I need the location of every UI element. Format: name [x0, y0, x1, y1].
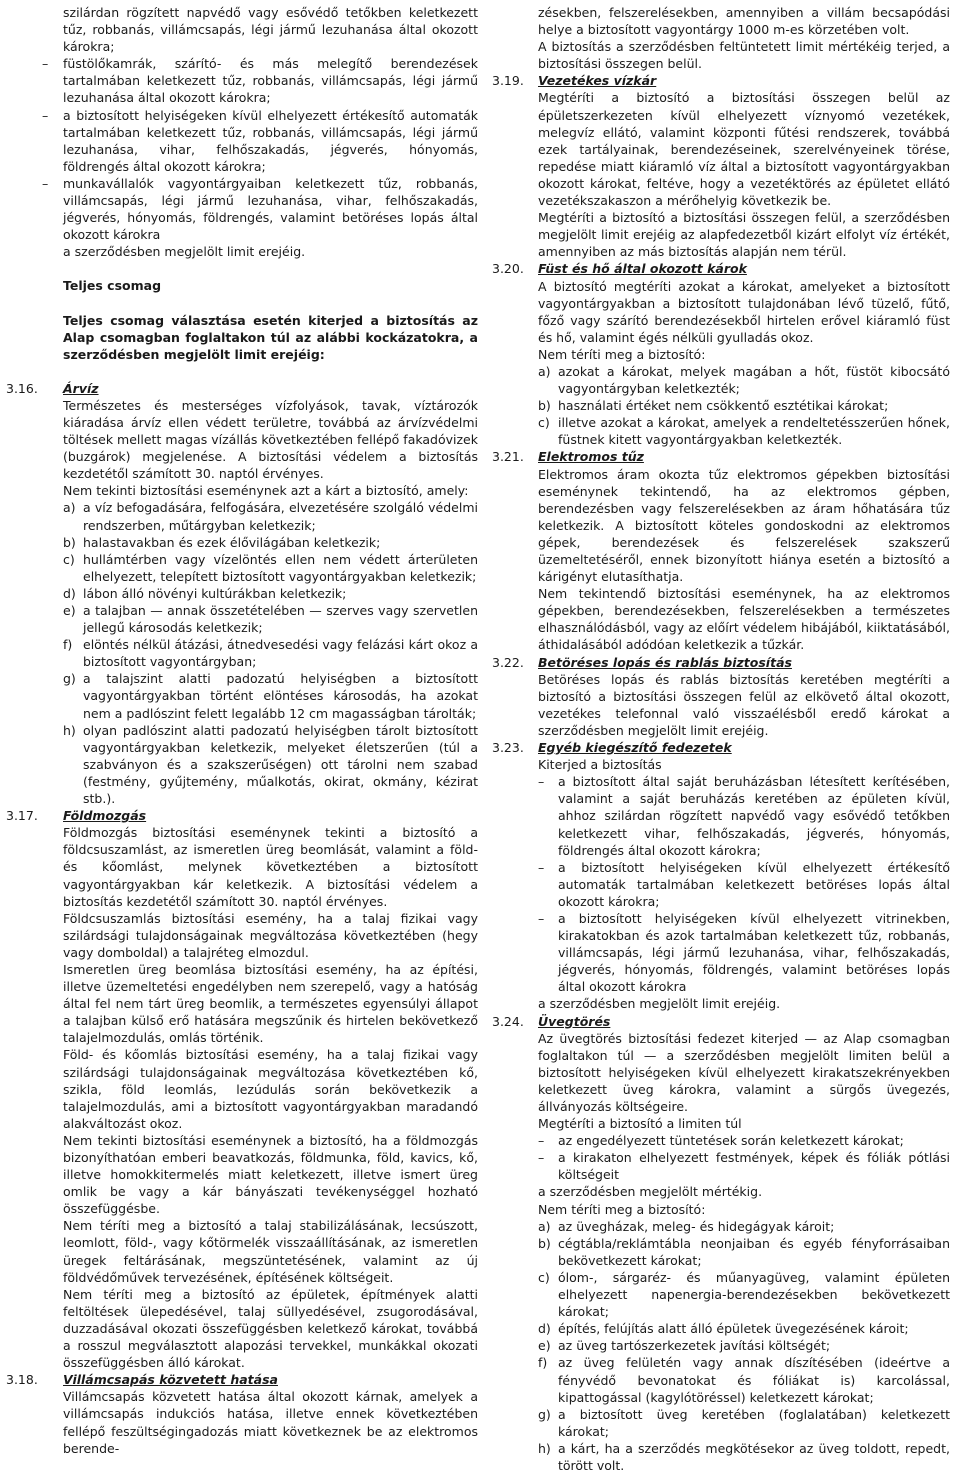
- paragraph: Nem tekintendő biztosítási eseménynek, ha az elektromos gépekben, berendezésekben, felszerelésekben a természetes elhasználódásból, vagy az előírt védelem hibájából, kiiktatásából, áthidalásából adódóan keletkezik a tűzkár.: [538, 586, 950, 653]
- list-item: b) cégtábla/reklámtábla neonjaiban és egyéb fényforrásaiban bekövetkezett károkat;: [538, 1235, 950, 1268]
- list-item: – a biztosított helyiségeken kívül elhelyezett vitrinekben, kirakatokban és azok tartalmában keletkezett tűz, robbanás, villámcsapás, légi jármű lezuhanása, vihar, felhőszakadás, jégverés, hónyomás, földrengés, valamint betöréses lopás által okozott károkra: [492, 910, 950, 995]
- list-item: – a biztosított által saját beruházásban létesített kerítésében, valamint a saját beruházás keretében az épületen kívül, ahhoz szilárdan rögzített napvédő vagy esővédő tetőkben keletkezett vihar, felhőszakadás, jégverés, hónyomás, földrengés által okozott károkra;: [492, 773, 950, 858]
- section-number: 3.23.: [492, 740, 524, 756]
- paragraph: Villámcsapás közvetett hatása által okozott kárnak, amelyek a villámcsapás indukciós hatása, illetve ennek következtében fellépő feszültségingadozás miatt következnek be az elektromos berende-: [63, 1389, 478, 1456]
- list-item: d) építés, felújítás alatt álló épületek üvegezésének károit;: [538, 1321, 909, 1337]
- list-item: f) elöntés nélkül átázási, átnedvesedési vagy felázási kárt okoz a biztosított vagyontárgyban;: [63, 637, 478, 670]
- paragraph: Kiterjed a biztosítás: [538, 757, 662, 773]
- intro-continuation: szilárdan rögzített napvédő vagy esővédő tetőkben keletkezett tűz, robbanás, villámcsapás, légi jármű lezuhanása által okozott károkra;: [63, 5, 478, 55]
- section-number: 3.24.: [492, 1013, 524, 1029]
- paragraph: Az üvegtörés biztosítási fedezet kiterjed — az Alap csomagban foglaltakon túl — a szerződésben megjelölt limiten belül a biztosított helyiségeken kívül elhelyezett kirakatszekrényekben keletkezett üveg károkra, valamint a sürgős üvegezés, állványozás költségeire.: [538, 1030, 950, 1114]
- paragraph: Nem tekinti biztosítási eseménynek azt a kárt a biztosító, amely:: [63, 483, 469, 499]
- list-item: c) ólom-, sárgaréz- és műanyagüveg, valamint épületen elhelyezett napenergia-berendezésekben bekövetkezett károkat;: [538, 1269, 950, 1320]
- paragraph: Nem tekinti biztosítási eseménynek a biztosító, ha a földmozgás bizonyíthatóan emberi beavatkozás, földmunka, föld, kavics, kő, illetve homokkitermelés miatt keletkezett, illetve ismert üreg omlik be vagy a kár bányászati tevékenységgel hozható összefüggésbe.: [63, 1132, 478, 1217]
- paragraph: Földmozgás biztosítási eseménynek tekinti a biztosító a földcsuszamlást, az ismeretlen üreg beomlását, valamint a föld- és kőomlást, melynek következtében a biztosított vagyontárgyakban kár keletkezik. A biztosítási védelem a biztosítás kezdetétől számított 30. naptól érvényes.: [63, 825, 478, 909]
- list-item: – az engedélyezett tüntetések során keletkezett károkat;: [492, 1132, 950, 1149]
- section-number: 3.21.: [492, 449, 524, 465]
- section-number: 3.18.: [6, 1372, 38, 1388]
- section-title: Elektromos tűz: [538, 449, 644, 465]
- package-text: Teljes csomag választása esetén kiterjed a biztosítás az Alap csomagban foglaltakon túl az alábbi kockázatokra, a szerződésben megjelölt limit erejéig:: [63, 312, 478, 362]
- paragraph: A biztosító megtéríti azokat a károkat, amelyeket a biztosított vagyontárgyakban a biztosított tulajdonában lévő tüzelő, fűtő, főző vagy szárító berendezésekből hirtelen erővel kiáramló füst és hő, valamint égés nélküli gyulladás okoz.: [538, 278, 950, 345]
- list-item: h) a kárt, ha a szerződés megkötésekor az üveg toldott, repedt, törött volt.: [538, 1440, 950, 1473]
- section-3-20: [492, 260, 950, 448]
- section-3-21: [492, 448, 950, 653]
- paragraph: Nem téríti meg a biztosító az épületek, építmények alatti feltöltések ülepedésével, talaj süllyedésével, zsugorodásával, duzzadásával okozati összefüggésben keletkező károkat, továbbá a rosszul megválasztott alapozási tervekkel, munkákkal okozati összefüggésben álló károkat.: [63, 1286, 478, 1371]
- paragraph: Természetes és mesterséges vízfolyások, tavak, víztározók kiáradása árvíz ellen védett területre, továbbá az árvízvédelmi töltések mellett magas vízállás következtében fellépő fakadóvizek (buzgárok) megjelenése. A biztosítási védelem a biztosítás kezdetétől számított 30. naptól érvényes.: [63, 397, 478, 482]
- list-item: a) azokat a károkat, melyek magában a hőt, füstöt kibocsátó vagyontárgyban keletkezték;: [538, 363, 950, 397]
- list-item: a) a víz befogadására, felfogására, elvezetésére szolgáló védelmi rendszerben, műtárgyban keletkezik;: [63, 500, 478, 533]
- paragraph: Megtéríti a biztosító a biztosítási összegen belül az épületszerkezeten kívül elhelyezett víznyomó vezetékek, melegvíz ellátó, valamint központi fűtési rendszerek, továbbá ezek tartályainak, berendezéseinek, szerelvényeinek törése, repedése miatt kiáramló víz által a biztosított vagyontárgyakban okozott károkat, feltéve, hogy a vezetéktörés az épületet ellátó vezetékszakaszon a mérőhelyig következik be.: [538, 90, 950, 209]
- list-item: b) használati értéket nem csökkentő esztétikai károkat;: [538, 398, 889, 414]
- list-item: g) a biztosított üveg keretében (foglalatában) keletkezett károkat;: [538, 1406, 950, 1439]
- section-3-18: [0, 1371, 478, 1456]
- list-item: d) lábon álló növényi kultúrákban keletkezik;: [63, 585, 347, 601]
- paragraph: Betöréses lopás és rablás biztosítás keretében megtéríti a biztosító a biztosítási összegen felül az elkövető által okozott, vezetékes telefonnal való visszaélésből eredő károkat a szerződésben megjelölt limit erejéig.: [538, 671, 950, 738]
- section-number: 3.19.: [492, 73, 524, 89]
- section-number: 3.16.: [6, 380, 38, 396]
- list-item: e) a talajban — annak összetételében — szerves vagy szervetlen jellegű károsodás keletkezik;: [63, 603, 478, 636]
- paragraph: Nem téríti meg a biztosító:: [538, 346, 706, 362]
- list-item: – munkavállalók vagyontárgyaiban keletkezett tűz, robbanás, villámcsapás, légi jármű lezuhanása, vihar, felhőszakadás, jégverés, hónyomás, földrengés, valamint betöréses lopás által okozott károkra: [0, 175, 478, 243]
- section-3-16: [0, 380, 478, 807]
- paragraph: a szerződésben megjelölt limit erejéig.: [538, 996, 781, 1012]
- list-item: – a biztosított helyiségeken kívül elhelyezett értékesítő automaták tartalmában keletkezett betöréses lopás által okozott károkra;: [492, 859, 950, 910]
- paragraph: a szerződésben megjelölt mértékig.: [538, 1184, 763, 1200]
- section-number: 3.20.: [492, 261, 524, 277]
- section-3-17: [0, 807, 478, 1371]
- section-title: Egyéb kiegészítő fedezetek: [538, 740, 732, 756]
- list-item: g) a talajszint alatti padozatú helyiségben a biztosított vagyontárgyakban történt elöntéses károsodás, ha azokat nem a padlószint felett legalább 12 cm magasságban tárolták;: [63, 671, 478, 721]
- section-title: Villámcsapás közvetett hatása: [63, 1372, 278, 1388]
- paragraph: Nem téríti meg a biztosító:: [538, 1201, 706, 1217]
- limit-line: a szerződésben megjelölt limit erejéig.: [63, 244, 306, 260]
- paragraph: Ismeretlen üreg beomlása biztosítási esemény, ha az építési, illetve üzemeltetési engedélyben nem szerepelő, vagy a hatóság által fel nem tárt üreg beomlik, a természetes egyensúlyi állapot a talajban külső erő hatására megszűnik és hirtelen bekövetkező talajelmozdulás, omlás történik.: [63, 961, 478, 1046]
- section-number: 3.17.: [6, 808, 38, 824]
- list-item: f) az üveg felületén vagy annak díszítésében (ideértve a fényvédő bevonatokat és fóliákat is) karcolással, kipattogással (kagylótöréssel) keletkezett károkat;: [538, 1355, 950, 1405]
- paragraph: Elektromos áram okozta tűz elektromos gépekben biztosítási eseménynek tekintendő, ha az elektromos gépben, berendezésben vagy felszerelésekben az áram hőhatására tűz keletkezik. A biztosított köteles gondoskodni az elektromos gépek, berendezések és felszerelések szakszerű üzemeltetéséről, ennek bizonyított hiánya esetén a biztosító a kárigényt elutasíthatja.: [538, 466, 950, 585]
- list-item: – füstölőkamrák, szárító- és más melegítő berendezések tartalmában keletkezett tűz, robbanás, villámcsapás, légi jármű lezuhanása által okozott károkra;: [0, 55, 478, 106]
- paragraph: Megtéríti a biztosító a biztosítási összegen felül, a szerződésben megjelölt limit erejéig az alapfedezetből kizárt elfolyt víz értékét, amennyiben az más biztosítás alapján nem térül.: [538, 210, 950, 260]
- paragraph: Földcsuszamlás biztosítási esemény, ha a talaj fizikai vagy szilárdsági tulajdonságainak megváltozása következtében (hegy vagy domboldal) a talajréteg elmozdul.: [63, 910, 478, 960]
- list-item: e) az üveg tartószerkezetek javítási költségét;: [538, 1338, 831, 1354]
- section-title: Vezetékes vízkár: [538, 73, 657, 89]
- package-heading: Teljes csomag: [63, 278, 162, 294]
- left-column: [0, 4, 478, 1457]
- section-3-23: [492, 739, 950, 1013]
- section-3-19: [492, 72, 950, 260]
- list-item: h) olyan padlószint alatti padozatú helyiségben tárolt biztosított vagyontárgyakban keletkezik, melyeket életszerűen (túl a szabványon és a szakszerűségen) ott tárolni nem szabad (festmény, gyűjtemény, műalkotás, okirat, okmány, kézirat stb.).: [63, 722, 478, 807]
- list-item: c) illetve azokat a károkat, amelyek a rendeltetésszerűen hőnek, füstnek kitett vagyontárgyakban keletkezték.: [538, 415, 950, 448]
- section-title: Földmozgás: [63, 808, 147, 824]
- section-number: 3.22.: [492, 654, 524, 670]
- paragraph: Föld- és kőomlás biztosítási esemény, ha a talaj fizikai vagy szilárdsági tulajdonságainak megváltozása következtében kő, szikla, föld leomlás, lezúdulás során bekövetkezik a talajelmozdulás, ami a biztosított vagyontárgyakban maradandó alakváltozást okoz.: [63, 1047, 478, 1131]
- section-title: Árvíz: [63, 380, 99, 396]
- list-item: b) halastavakban és ezek élővilágában keletkezik;: [63, 534, 381, 550]
- section-title: Füst és hő által okozott károk: [538, 261, 747, 277]
- right-column: [492, 4, 950, 1474]
- list-item: c) hullámtérben vagy vízelöntés ellen nem védett árterületen elhelyezett, telepített biztosított vagyontárgyakban keletkezik;: [63, 551, 478, 584]
- paragraph: A biztosítás a szerződésben feltüntetett limit mértékéig terjed, a biztosítási összegen belül.: [538, 39, 950, 72]
- section-title: Betöréses lopás és rablás biztosítás: [538, 654, 792, 670]
- list-item: a) az üvegházak, meleg- és hidegágyak károit;: [538, 1218, 835, 1234]
- paragraph: Nem téríti meg a biztosító a talaj stabilizálásának, lecsúszott, leomlott, föld-, vagy kőtörmelék visszaállításának, az ismeretlen üregek feltárásának, megszüntetésének, valamint az új földvédőművek tervezésének, építésének költségeit.: [63, 1218, 478, 1285]
- list-item: – a kirakaton elhelyezett festmények, képek és fóliák pótlási költségeit: [492, 1149, 950, 1183]
- paragraph: zésekben, felszerelésekben, amennyiben a villám becsapódási helye a biztosított vagyontárgy 1000 m-es körzetében volt.: [538, 5, 950, 38]
- paragraph: Megtéríti a biztosító a limiten túl: [538, 1116, 742, 1132]
- section-title: Üvegtörés: [538, 1013, 611, 1029]
- list-item: – a biztosított helyiségeken kívül elhelyezett értékesítő automaták tartalmában keletkezett tűz, robbanás, villámcsapás, légi jármű lezuhanása, vihar, felhőszakadás, jégverés, hónyomás, földrengés által okozott károkra;: [0, 107, 478, 175]
- section-3-24: [492, 1013, 950, 1474]
- section-3-22: [492, 654, 950, 739]
